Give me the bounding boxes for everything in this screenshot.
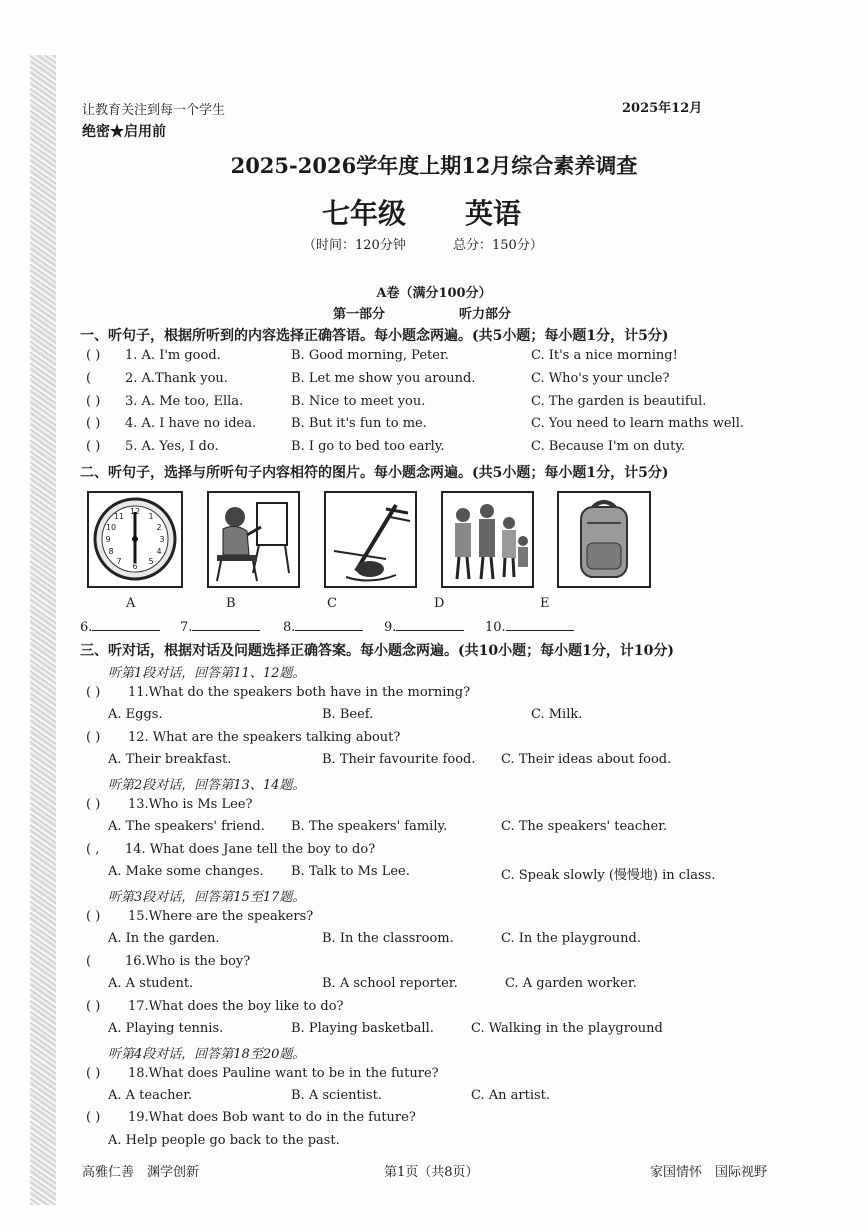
dialogue-3-instruction: 听第3段对话，回答第15至17题。 [108, 890, 306, 905]
picture-c [324, 491, 417, 588]
section3-heading: 三、听对话，根据对话及问题选择正确答案。每小题念两遍。(共10小题；每小题1分，计10分) [80, 643, 674, 659]
option-17a: A. Playing tennis. [108, 1021, 224, 1036]
answer-blank-10[interactable]: 10. [485, 618, 574, 635]
question-14: 14. What does Jane tell the boy to do? [125, 842, 376, 857]
answer-blank-6[interactable]: 6. [80, 618, 160, 635]
part1-label: 第一部分 [333, 307, 386, 322]
exam-time: （时间：120分钟 [303, 238, 406, 253]
picture-label-b: B [226, 596, 236, 611]
exam-total-score: 总分：150分） [453, 238, 543, 253]
option-14b: B. Talk to Ms Lee. [291, 864, 410, 879]
option-13c: C. The speakers' teacher. [501, 819, 668, 834]
answer-paren[interactable]: ( ) [86, 1110, 101, 1125]
option-12b: B. Their favourite food. [322, 752, 476, 767]
answer-paren[interactable]: ( ) [86, 999, 101, 1014]
option-13b: B. The speakers' family. [291, 819, 448, 834]
svg-text:11: 11 [113, 512, 125, 521]
svg-text:3: 3 [159, 535, 165, 544]
question-19: 19.What does Bob want to do in the future? [128, 1110, 416, 1125]
question-5: 5. A. Yes, I do. [125, 439, 219, 454]
option-5c: C. Because I'm on duty. [531, 439, 686, 454]
answer-paren[interactable]: ( ) [86, 685, 101, 700]
option-16b: B. A school reporter. [322, 976, 458, 991]
footer-motto-right: 家国情怀 国际视野 [650, 1165, 768, 1180]
picture-label-e: E [540, 596, 550, 611]
svg-text:5: 5 [148, 557, 154, 566]
backpack-icon [559, 493, 649, 586]
option-17b: B. Playing basketball. [291, 1021, 434, 1036]
question-13: 13.Who is Ms Lee? [128, 797, 253, 812]
svg-text:6: 6 [132, 562, 138, 571]
option-16c: C. A garden worker. [505, 976, 637, 991]
question-18: 18.What does Pauline want to be in the future? [128, 1066, 439, 1081]
dialogue-1-instruction: 听第1段对话，回答第11、12题。 [108, 666, 306, 681]
option-1c: C. It's a nice morning! [531, 348, 678, 363]
option-15b: B. In the classroom. [322, 931, 454, 946]
question-4: 4. A. I have no idea. [125, 416, 257, 431]
svg-text:8: 8 [108, 547, 114, 556]
dialogue-4-instruction: 听第4段对话，回答第18至20题。 [108, 1047, 306, 1062]
option-4b: B. But it's fun to me. [291, 416, 427, 431]
option-5b: B. I go to bed too early. [291, 439, 445, 454]
svg-text:9: 9 [105, 535, 111, 544]
listening-label: 听力部分 [459, 307, 512, 322]
option-4c: C. You need to learn maths well. [531, 416, 744, 431]
question-1: 1. A. I'm good. [125, 348, 221, 363]
option-17c: C. Walking in the playground [471, 1021, 663, 1036]
question-12: 12. What are the speakers talking about? [128, 730, 401, 745]
picture-label-d: D [434, 596, 445, 611]
footer-motto-left: 高雅仁善 渊学创新 [82, 1165, 200, 1180]
boy-painting-icon [209, 493, 298, 586]
answer-paren[interactable]: ( ) [86, 1066, 101, 1081]
section2-heading: 二、听句子，选择与所听句子内容相符的图片。每小题念两遍。(共5小题；每小题1分，计5分) [80, 465, 669, 481]
svg-text:10: 10 [105, 523, 117, 532]
section1-heading: 一、听句子，根据所听到的内容选择正确答语。每小题念两遍。(共5小题；每小题1分，计5分) [80, 328, 669, 344]
svg-text:4: 4 [156, 547, 162, 556]
answer-blank-9[interactable]: 9. [384, 618, 464, 635]
grade-label: 七年级 [322, 197, 407, 230]
answer-blank-7[interactable]: 7. [180, 618, 260, 635]
option-3b: B. Nice to meet you. [291, 394, 426, 409]
answer-paren[interactable]: ( [86, 954, 92, 969]
picture-b [207, 491, 300, 588]
question-17: 17.What does the boy like to do? [128, 999, 344, 1014]
question-3: 3. A. Me too, Ella. [125, 394, 244, 409]
dialogue-2-instruction: 听第2段对话，回答第13、14题。 [108, 778, 306, 793]
part-a-label: A卷（满分100分） [376, 286, 492, 301]
option-14a: A. Make some changes. [108, 864, 264, 879]
answer-paren[interactable]: ( ) [86, 797, 101, 812]
binding-edge-texture [30, 55, 56, 1205]
answer-blank-8[interactable]: 8. [283, 618, 363, 635]
answer-paren[interactable]: ( ) [86, 909, 101, 924]
answer-paren[interactable]: ( , [86, 842, 100, 857]
exam-title: 2025-2026学年度上期12月综合素养调查 [230, 153, 638, 178]
option-2c: C. Who's your uncle? [531, 371, 670, 386]
page-number: 第1页（共8页） [384, 1165, 479, 1180]
question-11: 11.What do the speakers both have in the morning? [128, 685, 471, 700]
question-15: 15.Where are the speakers? [128, 909, 314, 924]
answer-paren[interactable]: ( ) [86, 416, 101, 431]
exam-date: 2025年12月 [622, 101, 703, 116]
option-15a: A. In the garden. [108, 931, 220, 946]
option-16a: A. A student. [108, 976, 194, 991]
answer-paren[interactable]: ( ) [86, 394, 101, 409]
subject-label: 英语 [465, 197, 522, 230]
option-3c: C. The garden is beautiful. [531, 394, 707, 409]
option-11a: A. Eggs. [108, 707, 163, 722]
picture-e [557, 491, 651, 588]
option-11b: B. Beef. [322, 707, 374, 722]
svg-text:1: 1 [148, 512, 154, 521]
family-icon [443, 493, 532, 586]
school-slogan: 让教育关注到每一个学生 [82, 103, 226, 118]
confidential-mark: 绝密★启用前 [82, 124, 166, 140]
picture-label-a: A [126, 596, 136, 611]
answer-paren[interactable]: ( ) [86, 348, 101, 363]
option-2b: B. Let me show you around. [291, 371, 476, 386]
option-1b: B. Good morning, Peter. [291, 348, 449, 363]
option-18c: C. An artist. [471, 1088, 551, 1103]
picture-d [441, 491, 534, 588]
option-14c: C. Speak slowly (慢慢地) in class. [501, 868, 716, 883]
option-15c: C. In the playground. [501, 931, 641, 946]
svg-text:12: 12 [129, 507, 141, 516]
option-11c: C. Milk. [531, 707, 583, 722]
svg-text:7: 7 [116, 557, 122, 566]
answer-paren[interactable]: ( ) [86, 439, 101, 454]
answer-paren[interactable]: ( ) [86, 730, 101, 745]
option-18b: B. A scientist. [291, 1088, 382, 1103]
option-13a: A. The speakers' friend. [108, 819, 265, 834]
picture-label-c: C [327, 596, 337, 611]
option-19a: A. Help people go back to the past. [108, 1133, 340, 1148]
clock-icon [89, 493, 181, 586]
answer-paren[interactable]: ( [86, 371, 92, 386]
question-16: 16.Who is the boy? [125, 954, 251, 969]
erhu-icon [326, 493, 415, 586]
option-12c: C. Their ideas about food. [501, 752, 672, 767]
picture-a [87, 491, 183, 588]
question-2: 2. A.Thank you. [125, 371, 228, 386]
option-18a: A. A teacher. [108, 1088, 193, 1103]
option-12a: A. Their breakfast. [108, 752, 232, 767]
svg-text:2: 2 [156, 523, 162, 532]
